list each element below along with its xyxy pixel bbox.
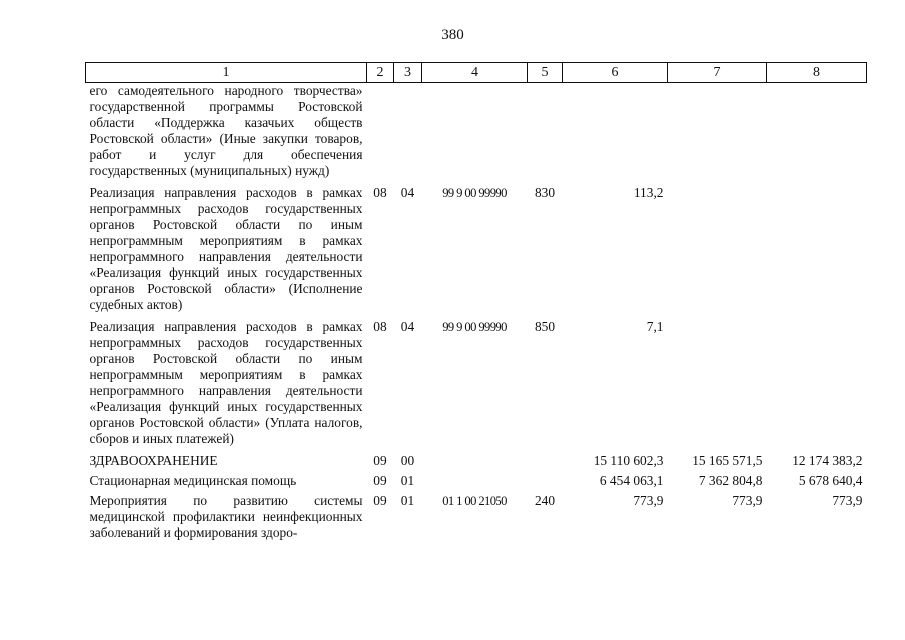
table-row — [86, 83, 867, 180]
amount-col-6: 15 110 602,3 — [593, 453, 664, 468]
section-code: 09 — [373, 473, 387, 488]
expense-type-code: 240 — [534, 493, 556, 508]
expense-type-code — [528, 469, 563, 489]
amount-col-7: 7 362 804,8 — [698, 473, 763, 488]
amount-col-8: 773,9 — [832, 493, 863, 508]
section-code: 09 — [373, 493, 387, 508]
target-article-code — [422, 447, 528, 469]
subsection-code: 01 — [400, 493, 415, 508]
amount-col-6: 6 454 063,1 — [599, 473, 664, 488]
subsection-code — [394, 83, 422, 180]
amount-col-6: 113,2 — [633, 185, 664, 200]
expense-type-code: 850 — [534, 319, 556, 334]
row-description: его самодеятельного народного творчества» государственной программы Ростовской области «Поддержка казачьих обществ Ростовской области» (Иные закупки товаров, работ и услуг для обеспечения государственных (муниципальных) нужд) — [89, 83, 363, 178]
column-header-3: 3 — [394, 63, 422, 83]
column-header-5: 5 — [528, 63, 563, 83]
section-code — [367, 83, 394, 180]
table-row — [86, 489, 867, 541]
section-code: 09 — [373, 453, 387, 468]
column-header-1: 1 — [86, 63, 367, 83]
section-code: 08 — [373, 185, 387, 200]
row-description: ЗДРАВООХРАНЕНИЕ — [89, 453, 218, 468]
amount-col-6: 773,9 — [633, 493, 664, 508]
table-row — [86, 447, 867, 469]
row-description: Мероприятия по развитию системы медицинской профилактики неинфекционных заболеваний и формирования здоро- — [89, 493, 363, 540]
table-row — [86, 179, 867, 313]
column-header-4: 4 — [422, 63, 528, 83]
column-header-2: 2 — [367, 63, 394, 83]
row-description: Реализация направления расходов в рамках непрограммных расходов государственных органов Ростовской области по иным непрограммным мероприятиям в рамках непрограммного направления деятельности «Реализация функций иных государственных органов Ростовской области» (Уплата налогов, сборов и иных платежей) — [89, 319, 363, 446]
target-article-code: 99 9 00 99990 — [442, 320, 507, 334]
expense-type-code — [528, 447, 563, 469]
amount-col-8 — [767, 83, 867, 180]
target-article-code — [422, 469, 528, 489]
row-description: Реализация направления расходов в рамках непрограммных расходов государственных органов Ростовской области по иным непрограммным мероприятиям в рамках непрограммного направления деятельности «Реализация функций иных государственных органов Ростовской области» (Исполнение судебных актов) — [89, 185, 363, 312]
table-row — [86, 313, 867, 447]
amount-col-6 — [563, 83, 668, 180]
expense-type-code — [528, 83, 563, 180]
subsection-code: 01 — [400, 473, 415, 488]
amount-col-7 — [668, 179, 767, 313]
subsection-code: 00 — [400, 453, 415, 468]
amount-col-8 — [767, 179, 867, 313]
column-header-8: 8 — [767, 63, 867, 83]
expense-type-code: 830 — [534, 185, 556, 200]
amount-col-7: 773,9 — [732, 493, 763, 508]
subsection-code: 04 — [400, 185, 415, 200]
table-row — [86, 469, 867, 489]
column-header-6: 6 — [563, 63, 668, 83]
subsection-code: 04 — [400, 319, 415, 334]
page-number: 380 — [441, 27, 464, 43]
target-article-code: 99 9 00 99990 — [442, 186, 507, 200]
amount-col-8: 5 678 640,4 — [798, 473, 863, 488]
budget-table — [85, 62, 867, 541]
header-row — [86, 63, 867, 83]
section-code: 08 — [373, 319, 387, 334]
target-article-code — [422, 83, 528, 180]
amount-col-7: 15 165 571,5 — [692, 453, 763, 468]
amount-col-8 — [767, 313, 867, 447]
amount-col-7 — [668, 313, 767, 447]
amount-col-8: 12 174 383,2 — [792, 453, 863, 468]
column-header-7: 7 — [668, 63, 767, 83]
amount-col-6: 7,1 — [646, 319, 664, 334]
amount-col-7 — [668, 83, 767, 180]
target-article-code: 01 1 00 21050 — [442, 494, 507, 508]
row-description: Стационарная медицинская помощь — [89, 473, 297, 488]
